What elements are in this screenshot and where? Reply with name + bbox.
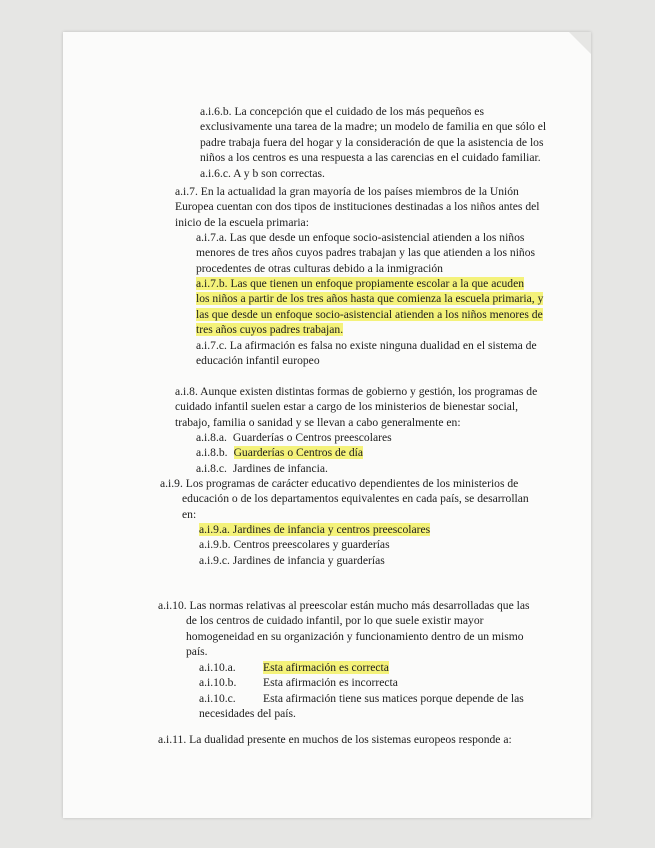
text-line: a.i.11. La dualidad presente en muchos de los sistemas europeos responde a: (158, 733, 512, 746)
text-line: cuidado infantil suelen estar a cargo de los ministerios de bienestar social, (175, 400, 518, 414)
text-line: en: (182, 507, 197, 521)
option-text: Guarderías o Centros preescolares (232, 431, 392, 444)
text-line: a.i.9. Los programas de carácter educativo dependientes de los ministerios de (160, 477, 519, 490)
text-line: niños a los centros es una respuesta a las carencias en el cuidado familiar. (200, 151, 541, 165)
text-line: a.i.8. Aunque existen distintas formas de gobierno y gestión, los programas de (175, 385, 538, 398)
option-label: a.i.10.a. (199, 661, 236, 674)
question-6-option-b (200, 104, 547, 181)
question-8-options (196, 430, 526, 476)
question-10-option-b (199, 675, 529, 690)
text-line: menores de tres años cuyos padres trabajan y las que atienden a los niños (196, 246, 536, 260)
text-line: inicio de la escuela primaria: (175, 215, 309, 229)
question-7-option-b-highlighted (196, 276, 544, 338)
option-label: a.i.10.c. (199, 691, 236, 705)
page-fold-corner (569, 32, 591, 54)
text-line: padre trabaja fuera del hogar y la consideración de que la asistencia de los (200, 135, 544, 149)
option-label: a.i.10.b. (199, 676, 237, 690)
option-text: Esta afirmación tiene sus matices porque depende de las (263, 691, 524, 705)
question-8-option-a (196, 430, 526, 445)
highlighted-text: a.i.7.b. Las que tienen un enfoque propiamente escolar a la que acuden (196, 277, 525, 290)
text-line: necesidades del país. (199, 707, 296, 721)
text-line: a.i.7.c. La afirmación es falsa no existe ninguna dualidad en el sistema de (196, 339, 537, 352)
question-9-options (199, 522, 529, 568)
text-line: de los centros de cuidado infantil, por lo que suele existir mayor (186, 614, 484, 628)
highlighted-text: Guarderías o Centros de día (233, 446, 363, 460)
text-line: Europea cuentan con dos tipos de instituciones destinadas a los niños antes del (175, 200, 540, 214)
question-7-stem (175, 184, 540, 230)
question-9-option-c: a.i.9.c. Jardines de infancia y guarderías (199, 553, 385, 567)
text-line: país. (186, 645, 208, 659)
option-label: a.i.8.a. (196, 431, 227, 444)
text-line: a.i.6.b. La concepción que el cuidado de los más pequeños es (200, 105, 484, 118)
question-7-option-c (196, 338, 537, 369)
highlighted-text: Esta afirmación es correcta (263, 661, 389, 674)
option-label: a.i.8.b. (196, 446, 228, 460)
highlighted-text: los niños a partir de los tres años hasta que comienza la escuela primaria, y (196, 292, 544, 306)
text-line: a.i.7. En la actualidad la gran mayoría de los países miembros de la Unión (175, 185, 519, 198)
question-10-stem (158, 598, 530, 660)
option-label: a.i.8.c. (196, 461, 227, 475)
option-text: Esta afirmación es incorrecta (263, 676, 398, 690)
question-8-option-b (196, 445, 526, 460)
text-line: homogeneidad en su organización y funcionamiento dentro de un mismo (186, 629, 524, 643)
highlighted-text: tres años cuyos padres trabajan. (196, 323, 344, 337)
text-line: educación o de los departamentos equivalentes en cada país, se desarrollan (182, 492, 529, 506)
question-9-option-b: a.i.9.b. Centros preescolares y guarderías (199, 538, 390, 552)
text-line: a.i.10. Las normas relativas al preescolar están mucho más desarrolladas que las (158, 599, 530, 612)
question-6-option-c: a.i.6.c. A y b son correctas. (200, 166, 325, 180)
question-10-option-a (199, 660, 529, 675)
question-8-stem (175, 384, 538, 430)
question-10-options (199, 660, 529, 722)
text-line: exclusivamente una tarea de la madre; un modelo de familia en que sólo el (200, 120, 547, 134)
highlighted-text: las que desde un enfoque socio-asistencial atienden a los niños menores de (196, 307, 543, 321)
question-7-option-a (196, 230, 536, 276)
question-10-option-c (199, 691, 529, 706)
option-text: Jardines de infancia. (232, 461, 328, 475)
question-8-option-c (196, 461, 526, 476)
highlighted-text: a.i.9.a. Jardines de infancia y centros preescolares (199, 523, 431, 536)
text-line: a.i.7.a. Las que desde un enfoque socio-asistencial atienden a los niños (196, 231, 525, 244)
question-9-stem (160, 476, 529, 522)
text-line: educación infantil europeo (196, 354, 320, 368)
text-line: procedentes de otras culturas debido a la inmigración (196, 261, 443, 275)
text-line: trabajo, familia o sanidad y se llevan a cabo generalmente en: (175, 415, 461, 429)
question-11-stem (158, 732, 523, 747)
